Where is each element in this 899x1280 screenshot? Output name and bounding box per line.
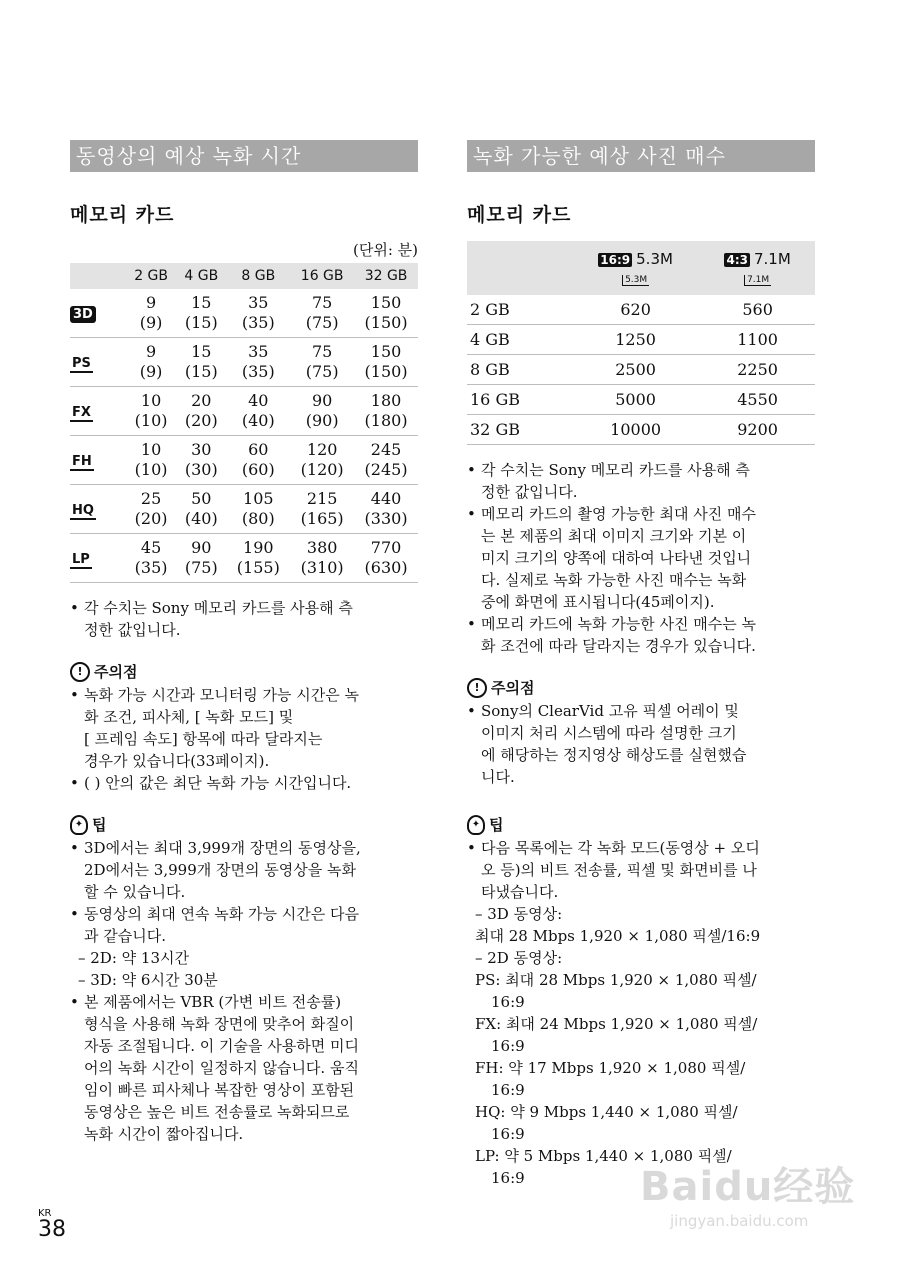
cell-min-value: (245): [364, 460, 408, 479]
cell-min-value: (30): [184, 460, 218, 479]
table-cell: [354, 534, 418, 583]
table-cell: [354, 436, 418, 485]
col1-size: 5.3M: [636, 250, 673, 268]
cell-min-value: (15): [184, 362, 218, 381]
cell-min-value: (155): [236, 558, 280, 577]
tip-heading-right: [467, 814, 815, 835]
cell-min-value: (120): [300, 460, 344, 479]
cell-value: 30: [191, 440, 212, 459]
table-cell: [226, 485, 290, 534]
mode-3d-icon: 3D: [70, 306, 96, 323]
note-line: 다. 실제로 녹화 가능한 사진 매수는 녹화: [481, 571, 747, 589]
cell-value: 15: [191, 342, 212, 361]
photo-count-43: 1100: [737, 330, 778, 349]
watermark-brand: Baidu经验: [640, 1164, 856, 1210]
tip-subline: PS: 최대 28 Mbps 1,920 × 1,080 픽셀/: [475, 971, 757, 989]
note-line: 화 조건에 따라 달라지는 경우가 있습니다.: [481, 637, 756, 655]
note-item: [467, 459, 815, 503]
mode-cell: [70, 289, 126, 338]
tip-subline: – 3D: 약 6시간 30분: [78, 971, 218, 989]
photo-count-43: 4550: [737, 390, 778, 409]
table-row: [70, 289, 418, 338]
cell-value: 10: [140, 440, 162, 459]
photo-row: [467, 325, 815, 355]
cell-value: 40: [248, 391, 269, 410]
mode-hq-icon: HQ: [72, 502, 94, 518]
caution-heading: [70, 661, 418, 682]
cell-value: 25: [140, 489, 162, 508]
mode-cell: [70, 534, 126, 583]
table-cell: [290, 338, 354, 387]
cell-value: 150: [370, 293, 402, 312]
caution-item: [70, 772, 418, 794]
caution-title-right: 주의점: [491, 679, 535, 697]
cell-min-value: (10): [134, 411, 168, 430]
cell-min-value: (90): [305, 411, 339, 430]
tip-subline: 16:9: [491, 1037, 525, 1055]
aspect-4-3-icon: 4:3: [726, 253, 748, 267]
section-title-photo-count: 녹화 가능한 예상 사진 매수: [467, 140, 815, 172]
table-header-cell: 4 GB: [176, 263, 226, 289]
note-line: • 각 수치는 Sony 메모리 카드를 사용해 측: [84, 599, 353, 617]
mode-cell: [70, 338, 126, 387]
cell-min-value: (35): [241, 313, 275, 332]
cell-value: 9: [146, 293, 157, 312]
tip-subline: FX: 최대 24 Mbps 1,920 × 1,080 픽셀/: [475, 1015, 758, 1033]
note-line: 이미지 처리 시스템에 따라 설명한 크기: [481, 724, 737, 742]
table-row: [70, 436, 418, 485]
cell-value: 120: [306, 440, 338, 459]
tip-item: [70, 991, 418, 1145]
note-line: 자동 조절됩니다. 이 기술을 사용하면 미디: [84, 1037, 359, 1055]
note-line: 동영상은 높은 비트 전송률로 녹화되므로: [84, 1103, 350, 1121]
mode-lp-icon: LP: [72, 551, 90, 567]
cell-min-value: (20): [184, 411, 218, 430]
watermark: [640, 1155, 855, 1230]
table-row: [70, 387, 418, 436]
note-line: • 메모리 카드의 촬영 가능한 최대 사진 매수: [481, 505, 756, 523]
aspect-16-9-icon: 16:9: [600, 253, 631, 267]
cell-min-value: (15): [184, 313, 218, 332]
cell-value: 60: [248, 440, 269, 459]
table-cell: [176, 436, 226, 485]
cell-min-value: (150): [364, 313, 408, 332]
cell-min-value: (630): [364, 558, 408, 577]
photo-row: [467, 355, 815, 385]
subtitle-memory-card: 메모리 카드: [70, 204, 175, 226]
photo-count-169: 1250: [615, 330, 656, 349]
note-line: • 각 수치는 Sony 메모리 카드를 사용해 측: [481, 461, 750, 479]
note-line: 니다.: [481, 768, 515, 786]
photo-count-169: 5000: [615, 390, 656, 409]
cell-value: 50: [191, 489, 212, 508]
cell-value: 105: [243, 489, 274, 508]
table-cell: [176, 534, 226, 583]
cell-min-value: (60): [241, 460, 275, 479]
tip-subline: – 2D 동영상:: [475, 949, 563, 967]
cell-value: 35: [248, 293, 269, 312]
caution-heading-right: [467, 677, 815, 698]
cell-min-value: (9): [139, 362, 163, 381]
note-line: 에 해당하는 정지영상 해상도를 실현했습: [481, 746, 747, 764]
right-column: [467, 140, 815, 1189]
note-line: • 동영상의 최대 연속 녹화 가능 시간은 다음: [84, 905, 359, 923]
cell-min-value: (150): [364, 362, 408, 381]
photo-head-blank: [467, 241, 571, 295]
cell-min-value: (40): [184, 509, 218, 528]
table-cell: [126, 485, 176, 534]
cell-value: 20: [191, 391, 212, 410]
cell-value: 770: [370, 538, 402, 557]
cell-value: 9: [146, 342, 157, 361]
cell-min-value: (10): [134, 460, 168, 479]
photo-row: [467, 295, 815, 325]
note-line: 경우가 있습니다(33페이지).: [84, 752, 270, 770]
tip-subline: – 2D: 약 13시간: [78, 949, 189, 967]
tip-item: [70, 903, 418, 947]
note-line: 화 조건, 피사체, [ 녹화 모드] 및: [84, 708, 294, 726]
cell-min-value: (75): [305, 362, 339, 381]
cell-min-value: (310): [300, 558, 344, 577]
right-notes: [467, 459, 815, 657]
left-notes: [70, 597, 418, 641]
table-cell: [126, 289, 176, 338]
note-line: 오 등)의 비트 전송률, 픽셀 및 화면비를 나: [481, 861, 757, 879]
note-line: 형식을 사용해 녹화 장면에 맞추어 화질이: [84, 1015, 355, 1033]
photo-count-table: [467, 241, 815, 445]
cell-value: 15: [191, 293, 212, 312]
photo-head-col2: [700, 241, 815, 295]
photo-capacity: 4 GB: [470, 330, 510, 349]
table-cell: [176, 387, 226, 436]
photo-capacity: 16 GB: [470, 390, 520, 409]
table-cell: [290, 485, 354, 534]
lightbulb-icon: ✦: [70, 815, 88, 835]
lightbulb-icon: ✦: [467, 815, 485, 835]
note-item: [467, 613, 815, 657]
photo-count-169: 620: [620, 300, 651, 319]
table-header-cell: [70, 263, 126, 289]
table-cell: [290, 436, 354, 485]
cell-value: 380: [306, 538, 338, 557]
table-cell: [226, 289, 290, 338]
table-row: [70, 485, 418, 534]
subtitle-memory-card-right: 메모리 카드: [467, 204, 572, 226]
table-header-cell: 2 GB: [126, 263, 176, 289]
caution-title: 주의점: [94, 663, 138, 681]
note-line: 정한 값입니다.: [84, 621, 181, 639]
cell-min-value: (40): [241, 411, 275, 430]
table-header-cell: 16 GB: [290, 263, 354, 289]
photo-count-43: 560: [742, 300, 773, 319]
cell-value: 440: [370, 489, 402, 508]
tip-subline: 16:9: [491, 1169, 525, 1187]
image-size-icon: 5.3M: [622, 275, 649, 286]
note-line: 미지 크기의 양쪽에 대하여 나타낸 것입니: [481, 549, 752, 567]
photo-row: [467, 385, 815, 415]
caution-item: [70, 684, 418, 772]
cell-min-value: (180): [364, 411, 408, 430]
table-cell: [176, 338, 226, 387]
cell-value: 75: [311, 293, 333, 312]
note-line: 어의 녹화 시간이 일정하지 않습니다. 움직: [84, 1059, 359, 1077]
note-line: • 다음 목록에는 각 녹화 모드(동영상 + 오디: [481, 839, 760, 857]
table-header-cell: 32 GB: [354, 263, 418, 289]
note-line: 임이 빠른 피사체나 복잡한 영상이 포함된: [84, 1081, 355, 1099]
table-cell: [354, 387, 418, 436]
note-line: 2D에서는 3,999개 장면의 동영상을 녹화: [84, 861, 356, 879]
note-line: 과 같습니다.: [84, 927, 166, 945]
table-cell: [290, 387, 354, 436]
note-line: • 메모리 카드에 녹화 가능한 사진 매수는 녹: [481, 615, 756, 633]
note-line: • ( ) 안의 값은 최단 녹화 가능 시간입니다.: [84, 774, 352, 792]
cell-value: 150: [370, 342, 402, 361]
tip-subline: 16:9: [491, 1081, 525, 1099]
cell-value: 190: [243, 538, 274, 557]
col2-size: 7.1M: [753, 250, 791, 268]
cell-value: 10: [140, 391, 162, 410]
caution-icon: !: [467, 678, 487, 698]
table-cell: [176, 289, 226, 338]
cell-min-value: (80): [241, 509, 275, 528]
mode-cell: [70, 485, 126, 534]
tip-heading: [70, 814, 418, 835]
photo-count-43: 2250: [737, 360, 778, 379]
recording-time-table: [70, 263, 418, 583]
tip-item: [467, 837, 815, 903]
photo-capacity: 2 GB: [470, 300, 510, 319]
cell-value: 35: [248, 342, 269, 361]
mode-fh-icon: FH: [72, 453, 92, 469]
tip-subline: FH: 약 17 Mbps 1,920 × 1,080 픽셀/: [475, 1059, 746, 1077]
mode-cell: [70, 436, 126, 485]
table-cell: [126, 436, 176, 485]
unit-label: (단위: 분): [353, 241, 418, 259]
tip-subline: 16:9: [491, 1125, 525, 1143]
photo-row: [467, 415, 815, 445]
table-cell: [126, 387, 176, 436]
photo-count-43: 9200: [737, 420, 778, 439]
tip-subline: – 3D 동영상:: [475, 905, 563, 923]
cell-min-value: (9): [139, 313, 163, 332]
photo-capacity: 32 GB: [470, 420, 520, 439]
section-title-video-time: 동영상의 예상 녹화 시간: [70, 140, 418, 172]
cell-value: 45: [140, 538, 162, 557]
photo-count-169: 10000: [610, 420, 662, 439]
cell-value: 90: [191, 538, 212, 557]
tip-title-right: 팁: [489, 816, 504, 834]
mode-fx-icon: FX: [72, 404, 91, 420]
note-line: 는 본 제품의 최대 이미지 크기와 기본 이: [481, 527, 747, 545]
cell-min-value: (20): [134, 509, 168, 528]
note-line: 타냈습니다.: [481, 883, 559, 901]
note-line: • 녹화 가능 시간과 모니터링 가능 시간은 녹: [84, 686, 359, 704]
tip-list: [70, 837, 418, 1145]
note-line: 할 수 있습니다.: [84, 883, 186, 901]
cell-min-value: (330): [364, 509, 408, 528]
caution-list: [70, 684, 418, 794]
cell-min-value: (165): [300, 509, 344, 528]
cell-value: 245: [370, 440, 402, 459]
table-cell: [126, 338, 176, 387]
cell-min-value: (75): [184, 558, 218, 577]
table-cell: [290, 534, 354, 583]
page-num-value: 38: [38, 1217, 66, 1242]
tip-item: [70, 837, 418, 903]
table-cell: [226, 387, 290, 436]
image-size-icon: 7.1M: [744, 275, 771, 286]
table-row: [70, 338, 418, 387]
cell-value: 90: [311, 391, 333, 410]
photo-capacity: 8 GB: [470, 360, 510, 379]
note-line: 정한 값입니다.: [481, 483, 578, 501]
table-header-cell: 8 GB: [226, 263, 290, 289]
table-cell: [290, 289, 354, 338]
photo-head-col1: [571, 241, 700, 295]
photo-count-169: 2500: [615, 360, 656, 379]
table-cell: [354, 338, 418, 387]
note-line: [ 프레임 속도] 항목에 따라 달라지는: [84, 730, 323, 748]
table-cell: [226, 338, 290, 387]
watermark-url: jingyan.baidu.com: [670, 1212, 809, 1230]
cell-min-value: (35): [241, 362, 275, 381]
caution-list-right: [467, 700, 815, 788]
note-line: 녹화 시간이 짧아집니다.: [84, 1125, 244, 1143]
tip-subline: 16:9: [491, 993, 525, 1011]
cell-min-value: (75): [305, 313, 339, 332]
cell-value: 215: [306, 489, 338, 508]
mode-ps-icon: PS: [72, 355, 91, 371]
note-line: 중에 화면에 표시됩니다(45페이지).: [481, 593, 715, 611]
table-cell: [226, 534, 290, 583]
note-line: • 본 제품에서는 VBR (가변 비트 전송률): [84, 993, 342, 1011]
tip-subline: HQ: 약 9 Mbps 1,440 × 1,080 픽셀/: [475, 1103, 738, 1121]
left-column: [70, 140, 418, 1145]
mode-cell: [70, 387, 126, 436]
tip-list-right: [467, 837, 815, 1189]
caution-item: [467, 700, 815, 788]
table-cell: [226, 436, 290, 485]
note-line: • 3D에서는 최대 3,999개 장면의 동영상을,: [84, 839, 361, 857]
note-line: • Sony의 ClearVid 고유 픽셀 어레이 및: [481, 702, 739, 720]
caution-icon: !: [70, 662, 90, 682]
page-number: [38, 1208, 66, 1241]
tip-subline: 최대 28 Mbps 1,920 × 1,080 픽셀/16:9: [475, 927, 761, 945]
table-cell: [354, 289, 418, 338]
note-item: [467, 503, 815, 613]
note-item: [70, 597, 418, 641]
page-lang: KR: [38, 1208, 52, 1219]
cell-value: 180: [370, 391, 402, 410]
cell-min-value: (35): [134, 558, 168, 577]
table-cell: [126, 534, 176, 583]
table-cell: [176, 485, 226, 534]
table-cell: [354, 485, 418, 534]
table-row: [70, 534, 418, 583]
tip-subline: LP: 약 5 Mbps 1,440 × 1,080 픽셀/: [475, 1147, 732, 1165]
tip-title: 팁: [92, 816, 107, 834]
cell-value: 75: [311, 342, 333, 361]
